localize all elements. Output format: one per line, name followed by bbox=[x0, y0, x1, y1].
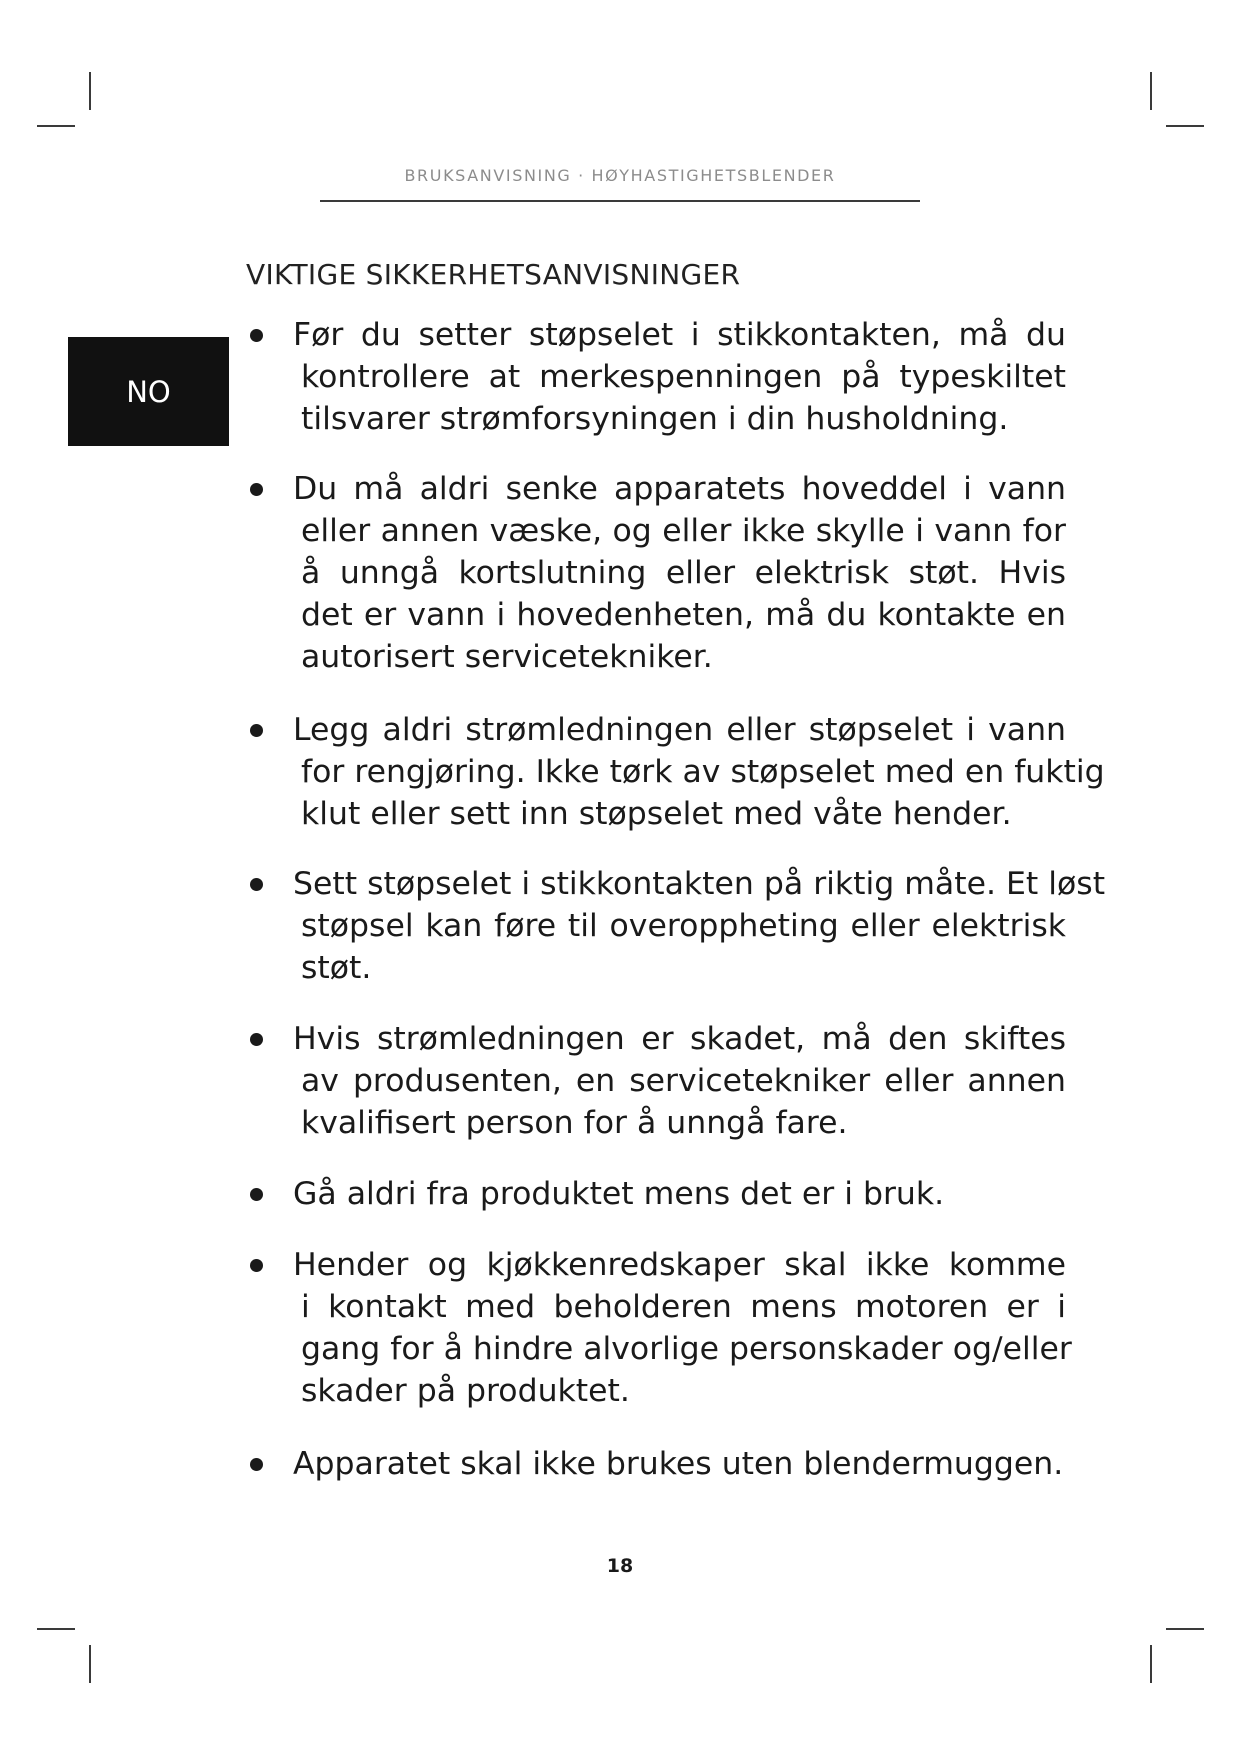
text-line: skader på produktet. bbox=[301, 1373, 630, 1409]
text-line: støt. bbox=[301, 950, 372, 986]
list-item bbox=[246, 468, 1066, 678]
list-item-text bbox=[246, 709, 1105, 835]
text-line: Hvis strømledningen er skadet, må den skiftes bbox=[293, 1021, 1066, 1057]
text-line: Du må aldri senke apparatets hoveddel i vann bbox=[293, 471, 1066, 507]
text-line: Apparatet skal ikke brukes uten blendermuggen. bbox=[293, 1446, 1064, 1482]
bullet-icon bbox=[250, 1259, 263, 1272]
list-item bbox=[246, 863, 1106, 989]
text-line: Hender og kjøkkenredskaper skal ikke komme bbox=[293, 1247, 1066, 1283]
list-item-text bbox=[246, 863, 1106, 989]
text-line: av produsenten, en servicetekniker eller annen bbox=[301, 1063, 1066, 1099]
list-item-text bbox=[246, 1173, 1066, 1215]
list-item bbox=[246, 709, 1105, 835]
text-line: støpsel kan føre til overoppheting eller elektrisk bbox=[301, 908, 1066, 944]
bullet-icon bbox=[250, 1188, 263, 1201]
bullet-icon bbox=[250, 878, 263, 891]
bullet-icon bbox=[250, 1458, 263, 1471]
list-item bbox=[246, 1018, 1066, 1144]
text-line: kvalifisert person for å unngå fare. bbox=[301, 1105, 848, 1141]
list-item-text bbox=[246, 1244, 1072, 1412]
bullet-icon bbox=[250, 483, 263, 496]
bullet-icon bbox=[250, 724, 263, 737]
text-line: Legg aldri strømledningen eller støpselet i vann bbox=[293, 712, 1066, 748]
list-item-text bbox=[246, 468, 1066, 678]
text-line: tilsvarer strømforsyningen i din husholdning. bbox=[301, 401, 1009, 437]
text-line: å unngå kortslutning eller elektrisk støt. Hvis bbox=[301, 555, 1066, 591]
text-line: gang for å hindre alvorlige personskader og/eller bbox=[301, 1331, 1072, 1367]
list-item bbox=[246, 314, 1066, 440]
list-item bbox=[246, 1443, 1066, 1485]
text-line: kontrollere at merkespenningen på typeskiltet bbox=[301, 359, 1066, 395]
text-line: i kontakt med beholderen mens motoren er i bbox=[301, 1289, 1066, 1325]
bullet-icon bbox=[250, 329, 263, 342]
text-line: klut eller sett inn støpselet med våte hender. bbox=[301, 796, 1012, 832]
text-line: Gå aldri fra produktet mens det er i bruk. bbox=[293, 1176, 945, 1212]
text-line: det er vann i hovedenheten, må du kontakte en bbox=[301, 597, 1066, 633]
text-line: for rengjøring. Ikke tørk av støpselet med en fuktig bbox=[301, 754, 1105, 790]
list-item-text bbox=[246, 1443, 1066, 1485]
section-title: VIKTIGE SIKKERHETSANVISNINGER bbox=[246, 258, 741, 291]
list-item bbox=[246, 1244, 1072, 1412]
list-item-text bbox=[246, 314, 1066, 440]
language-tab-label: NO bbox=[126, 374, 171, 409]
text-line: Før du setter støpselet i stikkontakten, må du bbox=[293, 317, 1066, 353]
running-header: BRUKSANVISNING · HØYHASTIGHETSBLENDER bbox=[404, 166, 836, 185]
text-line: eller annen væske, og eller ikke skylle i vann for bbox=[301, 513, 1066, 549]
page-number: 18 bbox=[606, 1555, 634, 1577]
list-item bbox=[246, 1173, 1066, 1215]
text-line: Sett støpselet i stikkontakten på riktig måte. Et løst bbox=[293, 866, 1106, 902]
list-item-text bbox=[246, 1018, 1066, 1144]
text-line: autorisert servicetekniker. bbox=[301, 639, 713, 675]
bullet-icon bbox=[250, 1033, 263, 1046]
